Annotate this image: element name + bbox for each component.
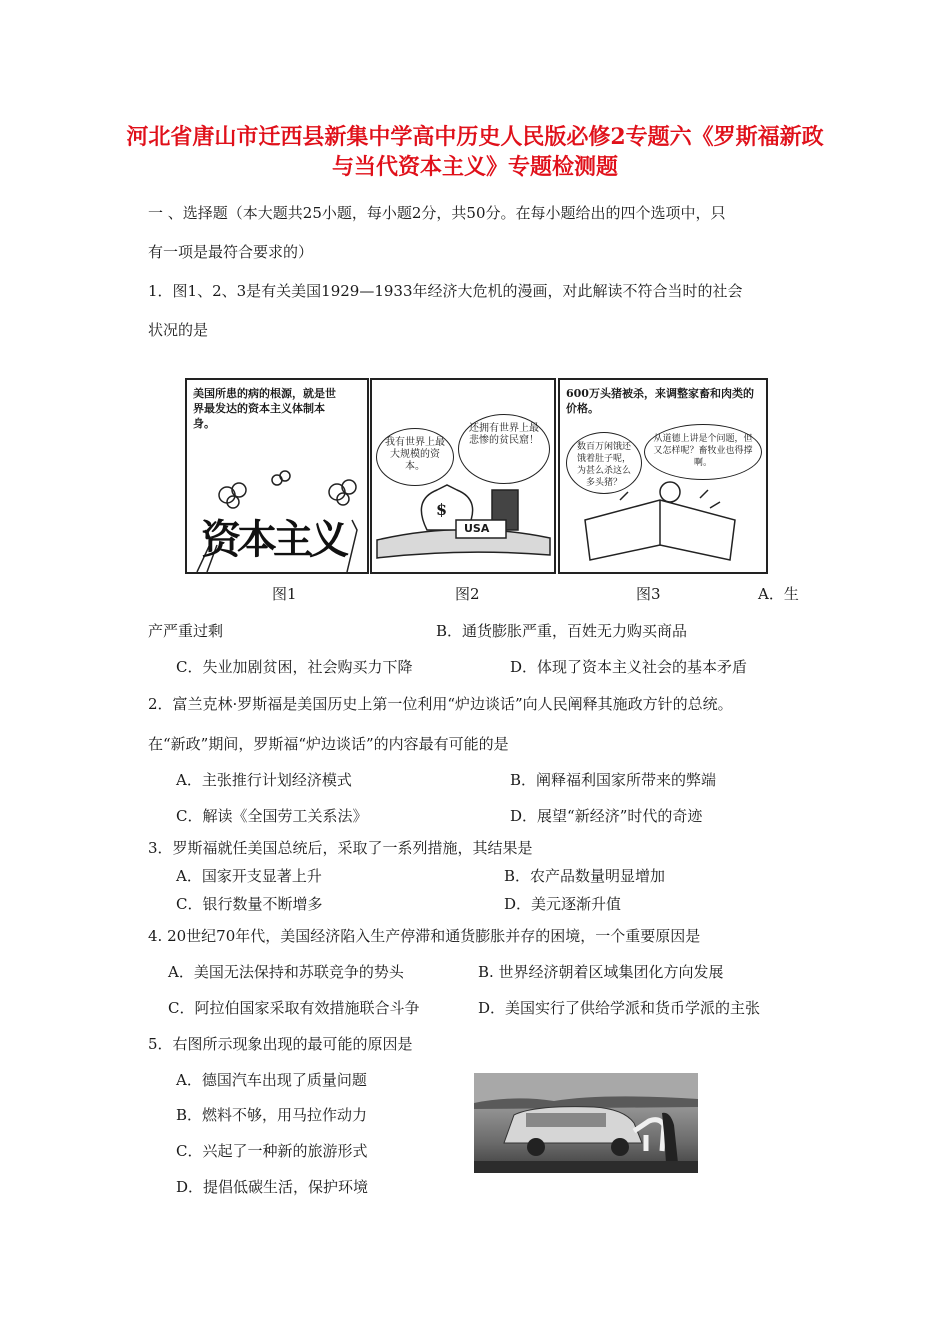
fig2-label: 图2 <box>455 585 480 603</box>
q1-option-c: C．失业加剧贫困，社会购买力下降 <box>176 658 413 676</box>
fig3-bubble-left: 数百万闲饿还饿着肚子呢，为甚么杀这么多头猪？ <box>566 432 642 494</box>
fig3-bubble-right: 从道德上讲是个问题，但又怎样呢？畜牧业也得撑啊。 <box>644 424 762 480</box>
q3-option-b: B．农产品数量明显增加 <box>504 867 666 885</box>
fig1-caption: 美国所患的病的根源，就是世界最发达的资本主义体制本身。 <box>193 387 336 430</box>
q3-option-c: C．银行数量不断增多 <box>176 895 323 913</box>
fig3-drawing <box>560 380 766 572</box>
document-title: 河北省唐山市迁西县新集中学高中历史人民版必修2专题六《罗斯福新政与当代资本主义》专题检测题 <box>126 124 824 180</box>
q5-option-c: C．兴起了一种新的旅游形式 <box>176 1142 368 1160</box>
q2-option-d: D．展望“新经济”时代的奇迹 <box>510 807 703 825</box>
q2-option-a: A．主张推行计划经济模式 <box>176 771 352 789</box>
cartoon-figure-2 <box>370 378 556 574</box>
q4-option-b: B. 世界经济朝着区域集团化方向发展 <box>478 963 724 981</box>
fig2-bubble-right: 还拥有世界上最悲惨的贫民窟！ <box>458 414 550 484</box>
q4-option-c: C．阿拉伯国家采取有效措施联合斗争 <box>168 999 420 1017</box>
q4-option-d: D．美国实行了供给学派和货币学派的主张 <box>478 999 761 1017</box>
q2-option-b: B．阐释福利国家所带来的弊端 <box>510 771 717 789</box>
section-instruction-line1: 一 、选择题（本大题共25小题，每小题2分，共50分。在每小题给出的四个选项中，只 <box>148 204 726 222</box>
photo-drawing <box>474 1073 698 1173</box>
q5-option-a: A．德国汽车出现了质量问题 <box>176 1071 367 1089</box>
q1-option-b: B．通货膨胀严重，百姓无力购买商品 <box>436 622 688 640</box>
q5-option-b: B．燃料不够，用马拉作动力 <box>176 1106 368 1124</box>
q1-option-d: D．体现了资本主义社会的基本矛盾 <box>510 658 748 676</box>
q1-stem-line1: 1．图1、2、3是有关美国1929—1933年经济大危机的漫画，对此解读不符合当时的社会 <box>148 282 743 300</box>
q2-stem-line1: 2．富兰克林·罗斯福是美国历史上第一位利用“炉边谈话”向人民阐释其施政方针的总统。 <box>148 695 733 713</box>
q3-stem: 3．罗斯福就任美国总统后，采取了一系列措施，其结果是 <box>148 839 533 857</box>
q1-option-a-start: A．生 <box>758 585 799 603</box>
q5-option-d: D．提倡低碳生活，保护环境 <box>176 1178 369 1196</box>
q3-option-a: A．国家开支显著上升 <box>176 867 322 885</box>
fig1-big-text: 资本主义 <box>201 517 345 563</box>
cartoon-figure-1 <box>185 378 369 574</box>
q4-stem: 4. 20世纪70年代，美国经济陷入生产停滞和通货膨胀并存的困境，一个重要原因是 <box>148 927 701 945</box>
fig2-bubble-left: 我有世界上最大规模的资本。 <box>376 428 454 486</box>
section-instruction-line2: 有一项是最符合要求的） <box>148 243 314 261</box>
q3-option-d: D．美元逐渐升值 <box>504 895 622 913</box>
cartoon-figure-3 <box>558 378 768 574</box>
fig2-usa-sign: USA <box>464 522 490 535</box>
q1-stem-line2: 状况的是 <box>148 321 209 339</box>
fig2-drawing <box>372 380 554 572</box>
q2-stem-line2: 在“新政”期间，罗斯福“炉边谈话”的内容最有可能的是 <box>148 735 509 753</box>
car-horse-photo <box>474 1073 698 1173</box>
q4-option-a: A．美国无法保持和苏联竞争的势头 <box>168 963 404 981</box>
fig2-dollar-symbol: $ <box>436 500 448 519</box>
q1-option-a-end: 产严重过剩 <box>148 622 224 640</box>
fig1-label: 图1 <box>272 585 297 603</box>
q5-stem: 5．右图所示现象出现的最可能的原因是 <box>148 1035 413 1053</box>
fig3-label: 图3 <box>636 585 661 603</box>
q2-option-c: C．解读《全国劳工关系法》 <box>176 807 368 825</box>
fig3-caption: 600万头猪被杀，来调整家畜和肉类的价格。 <box>566 387 754 415</box>
